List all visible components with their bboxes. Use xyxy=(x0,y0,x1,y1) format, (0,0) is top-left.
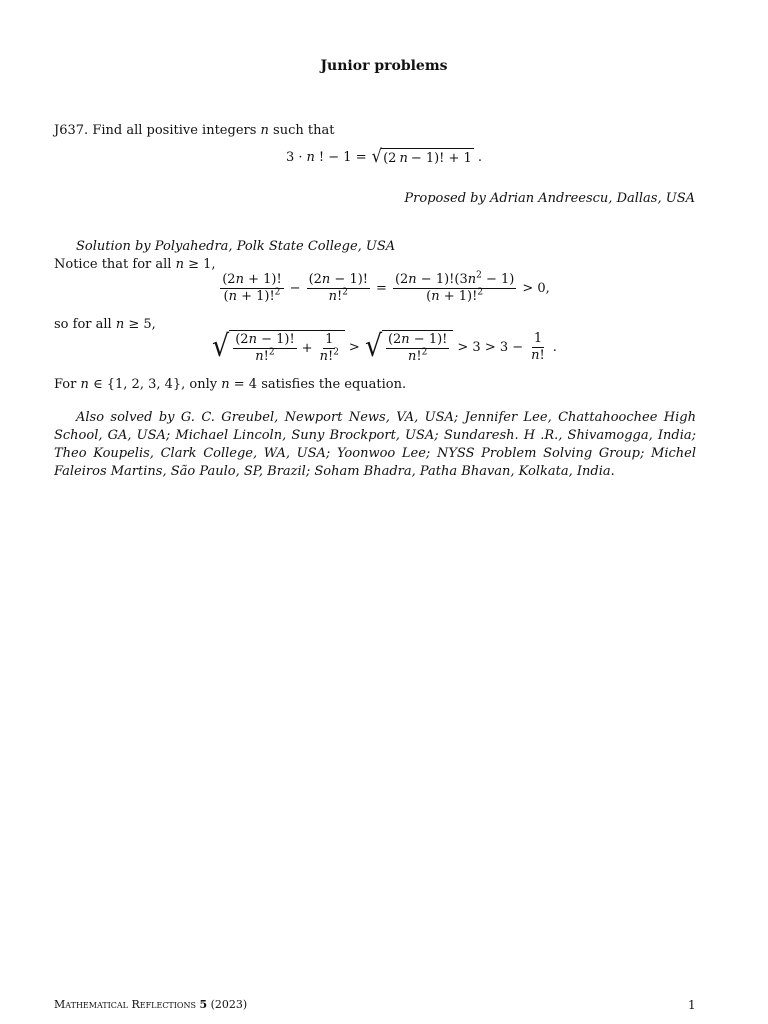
problem-label: J637. xyxy=(54,123,89,138)
solution-transition: so for all n ≥ 5, xyxy=(54,317,156,332)
journal-year: (2023) xyxy=(210,998,248,1011)
inequality-2: √ $\frac{(2n - 1)!}{n!^2}$ + $\frac{1}{n!^2}$ > √ $\frac{(2n - 1)!}{n!^2}$ > 3 > 3 − $\frac{1}{n!}$ . xyxy=(212,329,557,364)
journal-volume: 5 xyxy=(199,998,208,1011)
solution-byline: Solution by Polyahedra, Polk State College, USA xyxy=(76,239,396,254)
problem-equation: 3 · n ! − 1 = √ (2 n − 1)! + 1 . xyxy=(286,146,482,167)
journal-name: Mathematical Reflections xyxy=(54,998,196,1011)
footer-citation xyxy=(54,998,247,1011)
problem-statement xyxy=(54,123,334,138)
solution-conclusion: For n ∈ {1, 2, 3, 4}, only n = 4 satisfies the equation. xyxy=(54,377,407,392)
inequality-1: $\frac{(2n + 1)!}{(n + 1)!^2}$ − $\frac{(2n - 1)!}{n!^2}$ = $\frac{(2n - 1)!(3n^2 - 1)}{(n + 1)!^2}$ > 0, xyxy=(222,270,550,304)
page-title: Junior problems xyxy=(320,58,448,74)
also-solved-paragraph: Also solved by G. C. Greubel, Newport News, VA, USA; Jennifer Lee, Chattahoochee High School, GA, USA; Michael Lincoln, Suny Brockport, USA; Sundaresh. H .R., Shivamogga, India; Theo Koupelis, Clark College, WA, USA; Yoonwoo Lee; NYSS Problem Solving Group; Michel Faleiros Martins, São Paulo, SP, Brazil; Soham Bhadra, Patha Bhavan, Kolkata, India. xyxy=(54,410,696,479)
solution-intro: Notice that for all n ≥ 1, xyxy=(54,257,216,272)
proposer-line: Proposed by Adrian Andreescu, Dallas, USA xyxy=(404,191,695,206)
page-number: 1 xyxy=(688,998,696,1012)
problem-text: Find all positive integers n such that xyxy=(92,123,335,138)
